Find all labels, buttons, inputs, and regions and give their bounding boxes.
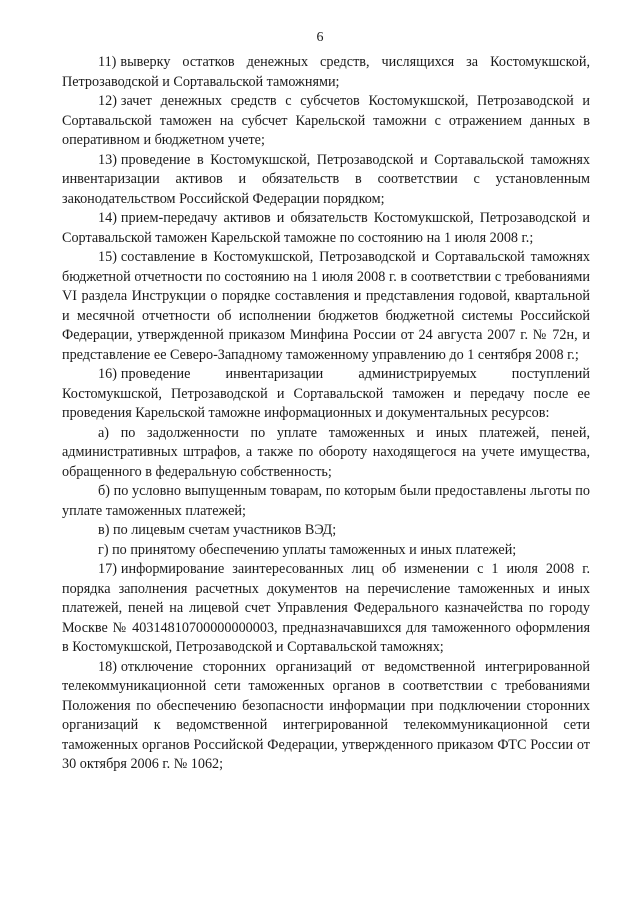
list-item-13: [62, 151, 590, 210]
list-item-16: [62, 365, 590, 424]
sub-item-b: [62, 482, 590, 521]
item-text: информирование заинтересованных лиц об изменении с 1 июля 2008 г. порядка заполнения расчетных документов на перечисление таможенных и иных платежей, пеней на лицевой счет Управления Федерального казначейства по городу Москве № 40314810700000000003, предназначавшихся для таможенного оформления в Костомукшской, Петрозаводской и Сортавальской таможнях;: [62, 561, 590, 655]
item-number: 11): [98, 54, 117, 70]
item-text: г) по принятому обеспечению уплаты таможенных и иных платежей;: [98, 541, 517, 558]
item-number: 18): [98, 658, 117, 675]
item-number: 17): [98, 561, 117, 577]
item-text: в) по лицевым счетам участников ВЭД;: [98, 522, 337, 538]
list-item-12: [62, 92, 590, 151]
item-number: 16): [98, 366, 117, 382]
item-text: проведение инвентаризации администрируемых поступлений Костомукшской, Петрозаводской и Сортавальской таможен и передачу после ее проведения Карельской таможне информационных и документальных ресурсов:: [62, 366, 590, 421]
item-number: 13): [98, 151, 117, 168]
list-item-15: [62, 248, 590, 365]
sub-item-a: [62, 424, 590, 483]
item-text: а) по задолженности по уплате таможенных и иных платежей, пеней, административных штрафов, а также по обороту находящегося на учете имущества, обращенного в федеральную собственность;: [62, 424, 590, 480]
list-item-18: [62, 658, 590, 775]
sub-item-v: [62, 521, 590, 541]
sub-item-g: [62, 541, 590, 561]
document-body: [62, 53, 590, 775]
item-text: б) по условно выпущенным товарам, по которым были предоставлены льготы по уплате таможенных платежей;: [62, 483, 590, 519]
list-item-14: [62, 209, 590, 248]
page-number: 6: [316, 30, 324, 45]
list-item-17: [62, 560, 590, 658]
item-text: проведение в Костомукшской, Петрозаводской и Сортавальской таможнях инвентаризации активов и обязательств в соответствии с установленным законодательством Российской Федерации порядком;: [62, 151, 590, 207]
item-text: зачет денежных средств с субсчетов Костомукшской, Петрозаводской и Сортавальской таможен на субсчет Карельской таможни с отражением данных в оперативном и бюджетном учете;: [62, 93, 590, 148]
item-number: 14): [98, 210, 117, 226]
item-text: прием-передачу активов и обязательств Костомукшской, Петрозаводской и Сортавальской таможен Карельской таможне по состоянию на 1 июля 2008 г.;: [62, 210, 590, 246]
item-text: отключение сторонних организаций от ведомственной интегрированной телекоммуникационной сети таможенных органов в соответствии с требованиями Положения по обеспечению безопасности информации при подключении сторонних организаций к ведомственной интегрированной телекоммуникационной сети таможенных органов Российской Федерации, утвержденного приказом ФТС России от 30 октября 2006 г. № 1062;: [62, 658, 590, 772]
item-text: составление в Костомукшской, Петрозаводской и Сортавальской таможнях бюджетной отчетности по состоянию на 1 июля 2008 г. в соответствии с требованиями VI раздела Инструкции о порядке составления и представления годовой, квартальной и месячной отчетности об исполнении бюджетов бюджетной системы Российской Федерации, утвержденной приказом Минфина России от 24 августа 2007 г. № 72н, и представление ее Северо-Западному таможенному управлению до 1 сентября 2008 г.;: [62, 249, 590, 363]
item-text: выверку остатков денежных средств, числящихся за Костомукшской, Петрозаводской и Сортавальской таможнями;: [62, 54, 590, 90]
item-number: 12): [98, 93, 117, 109]
list-item-11: [62, 53, 590, 92]
item-number: 15): [98, 249, 117, 265]
